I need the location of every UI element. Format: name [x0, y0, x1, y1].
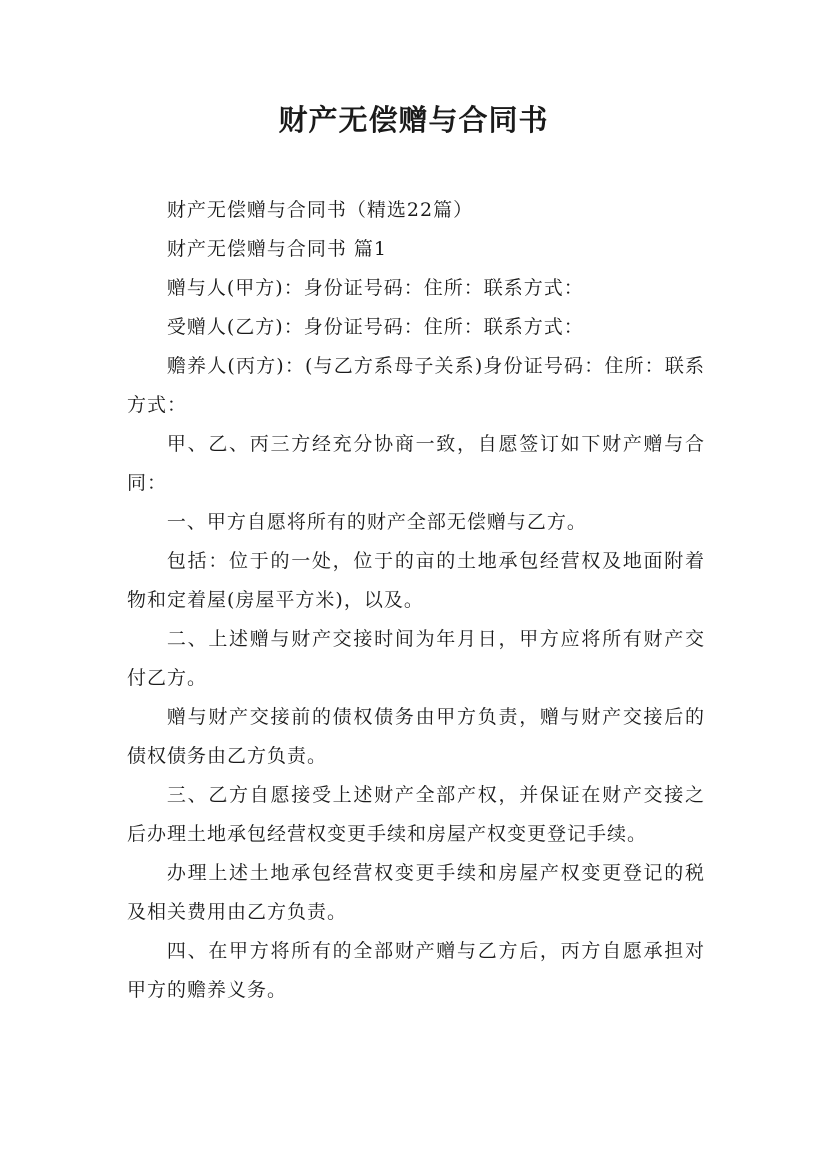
paragraph-donee: 受赠人(乙方)：身份证号码：住所：联系方式：	[166, 316, 584, 338]
paragraph-clause-2: 二、上述赠与财产交接时间为年月日，甲方应将所有财产交付乙方。	[127, 628, 705, 689]
paragraph-agreement-intro: 甲、乙、丙三方经充分协商一致，自愿签订如下财产赠与合同：	[127, 433, 705, 494]
paragraph-clause-1: 一、甲方自愿将所有的财产全部无偿赠与乙方。	[166, 511, 587, 533]
paragraph-clause-3-fees: 办理上述土地承包经营权变更手续和房屋产权变更登记的税及相关费用由乙方负责。	[127, 862, 705, 923]
document-title: 财产无偿赠与合同书	[278, 103, 549, 137]
paragraph-clause-3: 三、乙方自愿接受上述财产全部产权，并保证在财产交接之后办理土地承包经营权变更手续和房屋产权变更登记手续。	[127, 784, 705, 845]
paragraph-subtitle: 财产无偿赠与合同书（精选22篇）	[166, 199, 474, 221]
paragraph-supporter: 赡养人(丙方)：(与乙方系母子关系)身份证号码：住所：联系方式：	[127, 355, 705, 416]
paragraph-clause-4: 四、在甲方将所有的全部财产赠与乙方后，丙方自愿承担对甲方的赡养义务。	[127, 940, 705, 1001]
document-body	[127, 191, 705, 1010]
paragraph-clause-2-debts: 赠与财产交接前的债权债务由甲方负责，赠与财产交接后的债权债务由乙方负责。	[127, 706, 705, 767]
paragraph-section-heading: 财产无偿赠与合同书 篇1	[166, 238, 388, 260]
paragraph-clause-1-items: 包括：位于的一处，位于的亩的土地承包经营权及地面附着物和定着屋(房屋平方米)，以及。	[127, 550, 705, 611]
paragraph-donor: 赠与人(甲方)：身份证号码：住所：联系方式：	[166, 277, 584, 299]
